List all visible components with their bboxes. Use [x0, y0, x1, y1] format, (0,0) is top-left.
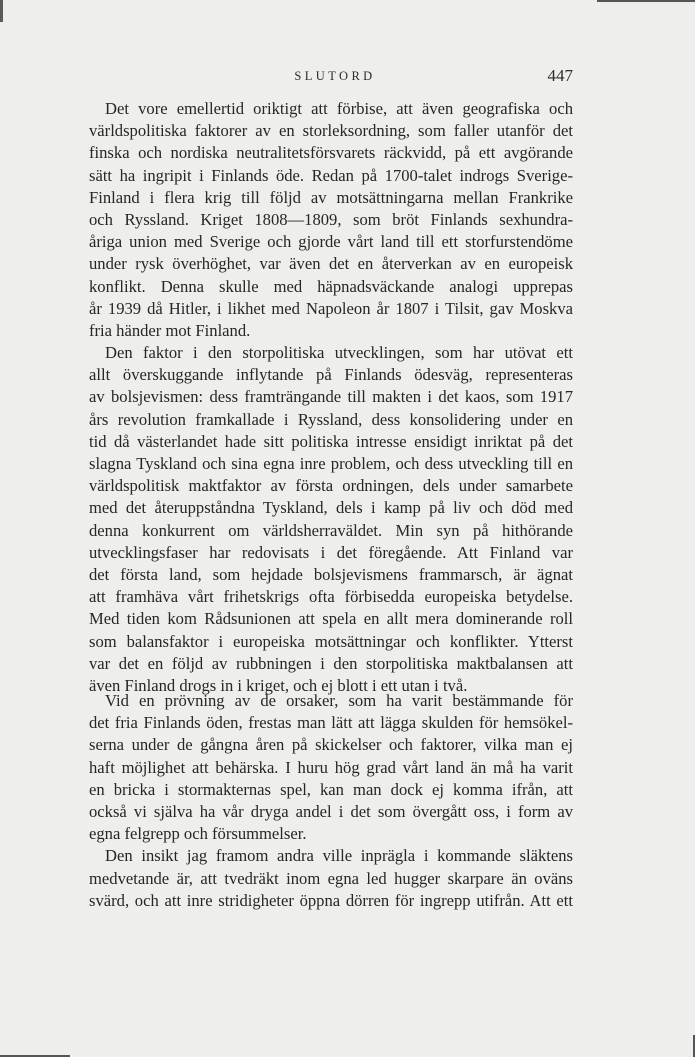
text-line: konflikt. Denna skulle med häpnadsväckande analogi upprepas — [89, 276, 573, 296]
text-line: med det återuppståndna Tyskland, dels i kamp på liv och död med — [89, 498, 573, 518]
text-line: världspolitisk maktfaktor av första ordningen, dels under samarbete — [89, 476, 573, 496]
page-number: 447 — [547, 66, 573, 85]
text-line: som balansfaktor i europeiska motsättningar och konflikter. Ytterst — [89, 631, 573, 651]
text-line: det första land, som hejdade bolsjevismens frammarsch, är ägnat — [89, 564, 573, 584]
text-line: var det en följd av rubbningen i den storpolitiska maktbalansen att — [89, 653, 573, 673]
text-line: av bolsjevismen: dess framträngande till makten i det kaos, som 1917 — [89, 387, 573, 407]
page-header — [89, 66, 573, 88]
text-line: allt överskuggande inflytande på Finlands ödesväg, representeras — [89, 365, 573, 385]
text-line: även Finland drogs in i kriget, och ej blott i ett utan i två. — [89, 675, 468, 695]
text-line: Vid en prövning av de orsaker, som ha varit bestämmande för — [105, 691, 573, 710]
text-line: Med tiden kom Rådsunionen att spela en allt mera dominerande roll — [89, 609, 573, 629]
text-line: världspolitiska faktorer av en storleksordning, som faller utanför det — [89, 121, 573, 141]
text-line: Det vore emellertid oriktigt att förbise, att även geografiska och — [105, 99, 573, 118]
text-section-1 — [89, 98, 573, 697]
paragraph — [89, 690, 573, 845]
text-line: åriga union med Sverige och gjorde vårt land till ett storfurstendöme — [89, 232, 573, 252]
text-line: att framhäva vårt frihetskrigs ofta förbisedda europeiska betydelse. — [89, 587, 573, 607]
text-line: svärd, och att inre stridigheter öppna dörren för ingrepp utifrån. Att ett — [89, 890, 573, 910]
text-line: det fria Finlands öden, frestas man lätt att lägga skulden för hemsökel- — [89, 713, 573, 733]
text-line: finska och nordiska neutralitetsförsvarets räckvidd, på ett avgörande — [89, 143, 573, 163]
text-line: sätt ha ingripit i Finlands öde. Redan på 1700-talet indrogs Sverige- — [89, 165, 573, 185]
scan-edge — [597, 0, 695, 2]
text-line: egna felgrepp och försummelser. — [89, 824, 307, 844]
text-line: denna konkurrent om världsherraväldet. Min syn på hithörande — [89, 520, 573, 540]
text-line: tid då västerlandet hade sitt politiska intresse ensidigt inriktat på det — [89, 431, 573, 451]
text-line: en bricka i stormakternas spel, kan man dock ej komma ifrån, att — [89, 779, 573, 799]
text-line: Den insikt jag framom andra ville inprägla i kommande släktens — [105, 846, 573, 866]
text-line: utvecklingsfaser har redovisats i det föregående. Att Finland var — [89, 542, 573, 562]
paragraph — [89, 845, 573, 912]
paragraph — [89, 342, 573, 697]
text-line: Finland i flera krig till följd av motsättningarna mellan Frankrike — [89, 187, 573, 207]
text-line: års revolution framkallade i Ryssland, dess konsolidering under en — [89, 409, 573, 429]
text-line: under rysk överhöghet, var även det en återverkan av en europeisk — [89, 254, 573, 274]
text-line: också vi själva ha vår dryga andel i det som övergått oss, i form av — [89, 801, 573, 821]
text-line: fria händer mot Finland. — [89, 320, 251, 340]
text-line: och Ryssland. Kriget 1808—1809, som bröt Finlands sexhundra- — [89, 209, 573, 229]
scan-edge — [0, 0, 3, 22]
paragraph — [89, 98, 573, 342]
text-section-2 — [89, 690, 573, 912]
text-line: slagna Tyskland och sina egna inre problem, och dess utveckling till en — [89, 454, 573, 473]
running-title: SLUTORD — [294, 69, 376, 83]
text-line: haft möjlighet att behärska. I huru hög grad vårt land än må ha varit — [89, 757, 573, 777]
text-line: medvetande är, att tvedräkt inom egna led hugger skarpare än oväns — [89, 868, 573, 888]
text-line: serna under de gångna åren på skickelser och faktorer, vilka man ej — [89, 735, 573, 755]
text-line: år 1939 då Hitler, i likhet med Napoleon år 1807 i Tilsit, gav Moskva — [89, 298, 573, 318]
text-line: Den faktor i den storpolitiska utvecklingen, som har utövat ett — [105, 343, 573, 363]
